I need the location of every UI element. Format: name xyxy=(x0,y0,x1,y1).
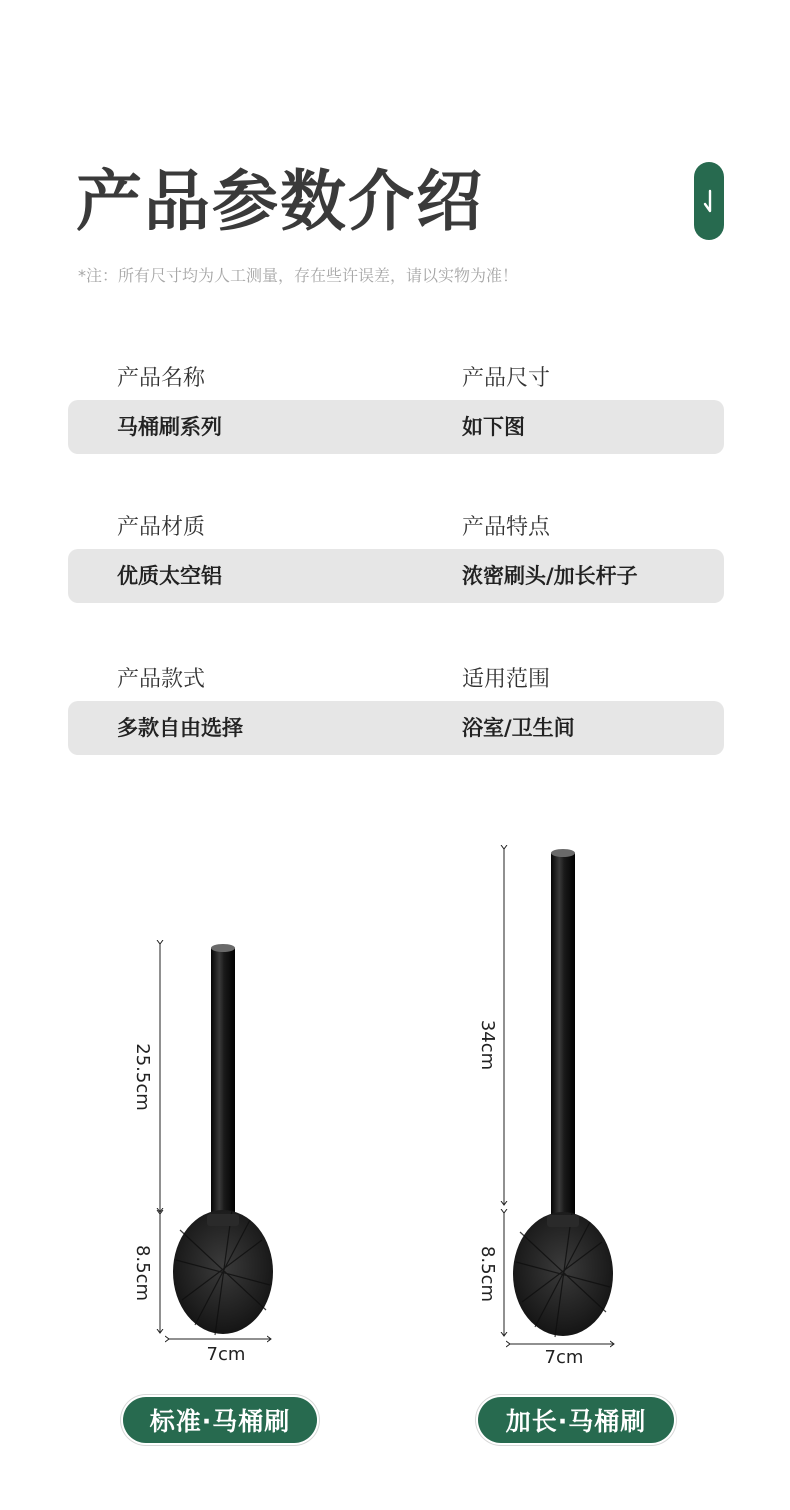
param-label-material: 产品材质 xyxy=(117,515,206,540)
long-head-height: 8.5cm xyxy=(477,1245,498,1303)
standard-brush-label: 标准·马桶刷 xyxy=(123,1397,317,1443)
param-value-name: 马桶刷系列 xyxy=(117,415,222,439)
standard-brush-image xyxy=(173,944,273,1335)
long-handle-length: 34cm xyxy=(477,1019,498,1071)
standard-handle-length: 25.5cm xyxy=(132,1043,153,1111)
standard-head-width: 7cm xyxy=(206,1344,246,1365)
long-brush-label: 加长·马桶刷 xyxy=(478,1397,674,1443)
param-value-feature: 浓密刷头/加长杆子 xyxy=(462,564,638,588)
standard-handle xyxy=(211,946,235,1218)
param-label-feature: 产品特点 xyxy=(462,515,551,540)
param-value-size: 如下图 xyxy=(462,415,525,439)
param-value-scope: 浴室/卫生间 xyxy=(462,716,575,740)
param-label-size: 产品尺寸 xyxy=(462,366,551,391)
long-head-width: 7cm xyxy=(544,1347,584,1368)
param-value-material: 优质太空铝 xyxy=(117,564,222,588)
measurement-note: *注：所有尺寸均为人工测量，存在些许误差，请以实物为准！ xyxy=(78,266,519,285)
param-label-scope: 适用范围 xyxy=(462,667,551,692)
standard-head-height: 8.5cm xyxy=(132,1244,153,1302)
long-brush-image xyxy=(513,849,613,1337)
long-handle xyxy=(551,851,575,1219)
param-label-name: 产品名称 xyxy=(117,366,206,391)
param-label-style: 产品款式 xyxy=(117,667,206,692)
param-value-style: 多款自由选择 xyxy=(117,716,243,740)
page-title: 产品参数介绍 xyxy=(76,163,484,240)
